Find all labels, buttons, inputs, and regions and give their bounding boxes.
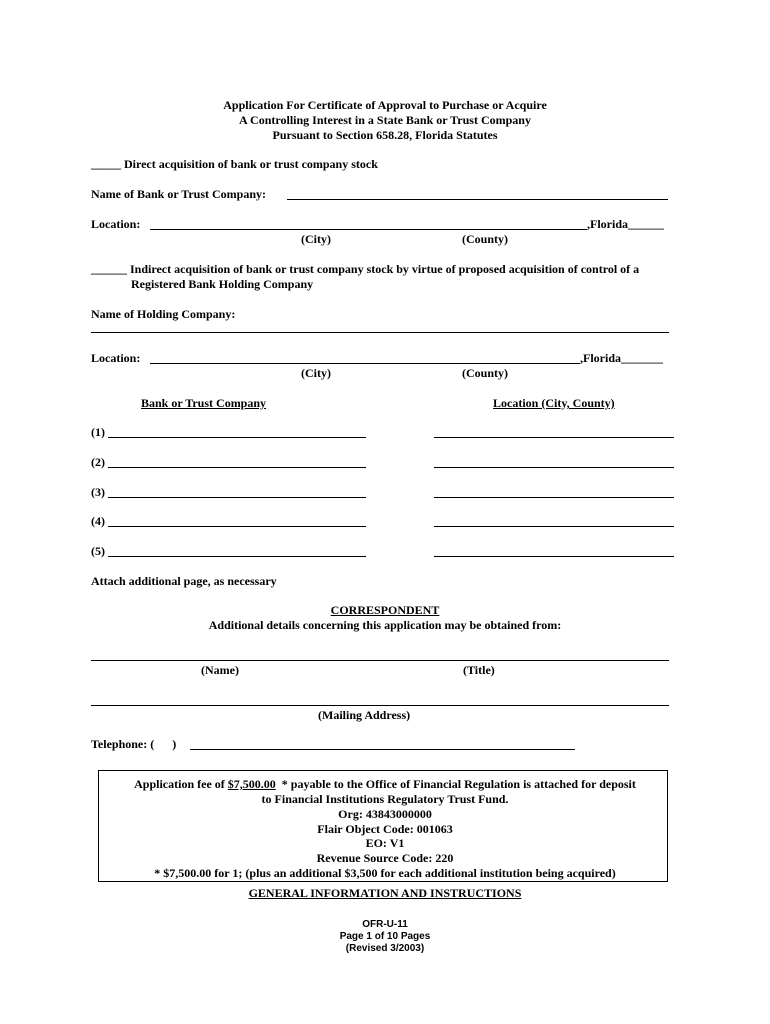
form-number: OFR-U-11	[362, 919, 408, 930]
title-line-3: Pursuant to Section 658.28, Florida Statutes	[272, 128, 498, 142]
fee-eo: EO: V1	[365, 836, 405, 850]
indirect-acquisition-option[interactable]: ______ Indirect acquisition of bank or trust company stock by virtue of proposed acquisition of control of a	[91, 262, 640, 276]
indirect-county-label: (County)	[462, 366, 509, 380]
direct-florida-label[interactable]: ,Florida______	[587, 217, 664, 231]
row-1-location-field[interactable]	[434, 437, 674, 438]
bank-name-label: Name of Bank or Trust Company:	[91, 187, 267, 201]
telephone-label: Telephone: ( )	[91, 737, 177, 751]
indirect-acquisition-option-cont: Registered Bank Holding Company	[131, 277, 314, 291]
general-info-heading: GENERAL INFORMATION AND INSTRUCTIONS	[248, 886, 522, 900]
row-label: (4)	[91, 514, 105, 528]
indirect-city-label: (City)	[301, 366, 331, 380]
fee-note: * $7,500.00 for 1; (plus an additional $3,500 for each additional institution being acquired)	[154, 866, 616, 880]
bank-column-header: Bank or Trust Company	[141, 396, 267, 410]
row-3-bank-field[interactable]	[108, 497, 366, 498]
page-number: Page 1 of 10 Pages	[339, 931, 431, 942]
indirect-location-label: Location:	[91, 351, 141, 365]
fee-line-2: to Financial Institutions Regulatory Trust Fund.	[261, 792, 509, 806]
name-title-field[interactable]	[91, 660, 669, 661]
telephone-field[interactable]	[190, 749, 575, 750]
attach-note: Attach additional page, as necessary	[91, 574, 277, 588]
row-2-location-field[interactable]	[434, 467, 674, 468]
mailing-address-label: (Mailing Address)	[318, 708, 411, 722]
direct-location-label: Location:	[91, 217, 141, 231]
title-line-2: A Controlling Interest in a State Bank or Trust Company	[239, 113, 531, 127]
fee-revenue-code: Revenue Source Code: 220	[316, 851, 454, 865]
holding-company-field[interactable]	[91, 332, 669, 333]
correspondent-subheading: Additional details concerning this application may be obtained from:	[208, 618, 562, 632]
direct-location-field[interactable]	[150, 229, 587, 230]
direct-acquisition-option[interactable]: _____ Direct acquisition of bank or trust company stock	[91, 157, 378, 171]
correspondent-heading: CORRESPONDENT	[330, 603, 440, 617]
row-4-location-field[interactable]	[434, 526, 674, 527]
title-line-1: Application For Certificate of Approval to Purchase or Acquire	[223, 98, 547, 112]
bank-name-field[interactable]	[287, 199, 668, 200]
row-label: (1)	[91, 425, 105, 439]
row-5-location-field[interactable]	[434, 556, 674, 557]
title-label: (Title)	[463, 663, 495, 677]
indirect-location-field[interactable]	[150, 363, 580, 364]
row-1-bank-field[interactable]	[108, 437, 366, 438]
indirect-florida-label[interactable]: ,Florida_______	[580, 351, 663, 365]
fee-amount: $7,500.00	[227, 777, 276, 791]
fee-line-1: Application fee of $7,500.00 * payable to the Office of Financial Regulation is attached for deposit	[134, 777, 636, 791]
direct-city-label: (City)	[301, 232, 331, 246]
location-column-header: Location (City, County)	[493, 396, 615, 410]
row-label: (3)	[91, 485, 105, 499]
name-label: (Name)	[201, 663, 239, 677]
row-label: (5)	[91, 544, 105, 558]
mailing-address-field[interactable]	[91, 705, 669, 706]
fee-flair-code: Flair Object Code: 001063	[317, 822, 453, 836]
row-3-location-field[interactable]	[434, 497, 674, 498]
row-2-bank-field[interactable]	[108, 467, 366, 468]
row-4-bank-field[interactable]	[108, 526, 366, 527]
holding-company-label: Name of Holding Company:	[91, 307, 236, 321]
fee-org: Org: 43843000000	[338, 807, 432, 821]
revision-date: (Revised 3/2003)	[345, 943, 425, 954]
row-5-bank-field[interactable]	[108, 556, 366, 557]
row-label: (2)	[91, 455, 105, 469]
direct-county-label: (County)	[462, 232, 509, 246]
